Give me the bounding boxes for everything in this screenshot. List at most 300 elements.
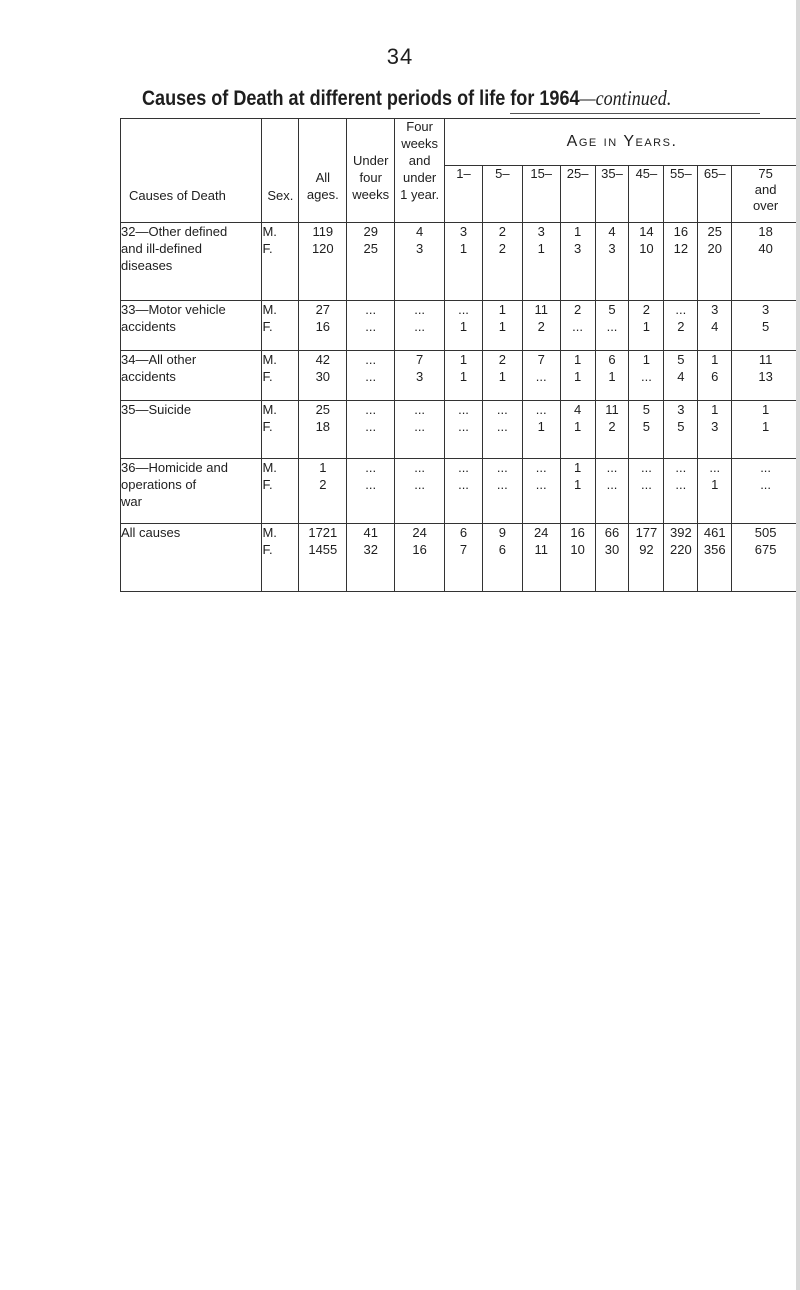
sex-label: F.: [262, 319, 273, 334]
female-count: ...: [414, 319, 426, 334]
header-four-weeks-label: Four: [406, 119, 433, 134]
header-cause-label: Causes of Death: [129, 188, 226, 203]
male-count: ...: [709, 460, 721, 475]
male-count: 25: [707, 224, 722, 239]
count-cell: [482, 223, 522, 301]
female-count: 356: [703, 542, 726, 557]
cause-row: [121, 401, 800, 459]
female-count: 2: [319, 477, 327, 492]
sex-labels: [262, 401, 299, 459]
male-count: ...: [496, 402, 508, 417]
male-count: 2: [642, 302, 651, 317]
cause-name-line: and ill-defined: [121, 241, 202, 256]
male-count: 11: [758, 352, 773, 367]
male-count: 1: [573, 352, 582, 367]
count-cell: [732, 524, 800, 592]
header-under-four-weeks-label: Under: [353, 153, 389, 168]
male-count: ...: [365, 402, 377, 417]
count-cell: [629, 223, 664, 301]
sex-label: F.: [262, 369, 273, 384]
count-cell: [698, 524, 732, 592]
female-count: 1: [761, 419, 770, 434]
male-count: ...: [760, 460, 772, 475]
female-count: ...: [641, 369, 652, 384]
male-count: 2: [498, 224, 506, 239]
sex-labels: [262, 223, 299, 301]
header-all-ages-label: All: [315, 170, 331, 185]
female-count: ...: [365, 477, 377, 492]
page-title: [142, 86, 671, 111]
female-count: ...: [572, 319, 584, 334]
header-age-column: [595, 166, 629, 223]
male-count: ...: [641, 460, 652, 475]
female-count: 7: [459, 542, 468, 557]
male-count: 1721: [308, 525, 338, 540]
sex-labels: [262, 459, 299, 524]
female-count: 1: [573, 369, 582, 384]
count-cell: [445, 301, 483, 351]
female-count: ...: [458, 477, 469, 492]
male-count: ...: [365, 460, 377, 475]
count-cell: [482, 401, 522, 459]
header-under-four-weeks-label: four: [359, 170, 382, 185]
count-cell: [732, 401, 800, 459]
count-cell: [522, 459, 560, 524]
count-cell: [522, 524, 560, 592]
male-count: ...: [458, 402, 469, 417]
count-cell: [664, 459, 698, 524]
cause-name-line: accidents: [121, 319, 176, 334]
header-age-column: [482, 166, 522, 223]
female-count: ...: [365, 369, 377, 384]
cause-row: [121, 524, 800, 592]
female-count: 30: [315, 369, 331, 384]
count-cell: [560, 351, 595, 401]
count-cell: [595, 351, 629, 401]
male-count: 11: [534, 302, 548, 317]
male-count: 177: [635, 525, 658, 540]
count-cell: [698, 459, 732, 524]
sex-label: F.: [262, 419, 273, 434]
female-count: 12: [673, 241, 689, 256]
female-count: ...: [535, 369, 547, 384]
header-sex-label: Sex.: [267, 188, 294, 203]
male-count: ...: [675, 302, 687, 317]
count-cell: [732, 459, 800, 524]
count-cell: [522, 351, 560, 401]
cause-row: [121, 223, 800, 301]
cause-name-line: 34—All other: [121, 352, 197, 367]
header-age-column-word: 75: [758, 166, 773, 181]
male-count: 3: [711, 302, 719, 317]
header-age-in-years-label: Age in Years.: [566, 133, 678, 150]
page-title-main: Causes of Death at different periods of life for 1964: [142, 87, 580, 110]
male-count: 5: [642, 402, 651, 417]
cause-name: [121, 524, 262, 592]
count-cell: [595, 401, 629, 459]
sex-labels: [262, 524, 299, 592]
count-cell: [664, 301, 698, 351]
female-count: 3: [573, 241, 582, 256]
count-cell: [482, 524, 522, 592]
header-age-column-label: 55–: [669, 166, 692, 181]
female-count: 6: [711, 369, 719, 384]
count-cell: [395, 524, 445, 592]
male-count: 29: [363, 224, 378, 239]
count-cell: [445, 351, 483, 401]
cause-name-line: accidents: [121, 369, 176, 384]
count-cell: [445, 524, 483, 592]
count-cell: [560, 524, 595, 592]
table-body: [121, 223, 800, 592]
count-cell: [482, 459, 522, 524]
male-count: 6: [608, 352, 616, 367]
female-count: 1: [711, 477, 719, 492]
male-count: 6: [459, 525, 468, 540]
cause-name-line: operations of: [121, 477, 197, 492]
count-cell: [732, 351, 800, 401]
female-count: 120: [311, 241, 334, 256]
female-count: 32: [363, 542, 378, 557]
count-cell: [698, 351, 732, 401]
count-cell: [395, 301, 445, 351]
count-cell: [445, 401, 483, 459]
count-cell: [560, 301, 595, 351]
female-count: 1: [608, 369, 616, 384]
male-count: 1: [711, 402, 719, 417]
male-count: 1: [573, 460, 582, 475]
cause-name: [121, 459, 262, 524]
male-count: 14: [639, 224, 654, 239]
male-count: 4: [416, 224, 424, 239]
cause-row: [121, 301, 800, 351]
female-count: 5: [677, 419, 685, 434]
female-count: 6: [498, 542, 506, 557]
male-count: 1: [573, 224, 582, 239]
male-count: 4: [573, 402, 582, 417]
causes-of-death-table: [120, 118, 800, 592]
page-number: 34: [386, 44, 414, 69]
header-all-ages-cell: [299, 119, 347, 223]
male-count: 1: [498, 302, 506, 317]
header-four-weeks-label: under: [403, 170, 437, 185]
count-cell: [629, 351, 664, 401]
count-cell: [347, 459, 395, 524]
male-count: 1: [761, 402, 770, 417]
count-cell: [347, 223, 395, 301]
female-count: 1: [642, 319, 651, 334]
female-count: 10: [570, 542, 585, 557]
title-underline: [510, 113, 760, 114]
female-count: 1: [537, 419, 545, 434]
header-age-column: [522, 166, 560, 223]
female-count: 1: [459, 241, 468, 256]
cause-row: [121, 351, 800, 401]
male-count: 42: [315, 352, 331, 367]
male-count: 7: [416, 352, 424, 367]
female-count: ...: [365, 419, 377, 434]
female-count: 5: [761, 319, 770, 334]
male-count: 11: [605, 402, 619, 417]
count-cell: [664, 524, 698, 592]
male-count: 3: [459, 224, 468, 239]
header-under-four-weeks-label: weeks: [352, 187, 390, 202]
header-age-column-label: 35–: [601, 166, 623, 181]
count-cell: [299, 223, 347, 301]
female-count: 3: [416, 369, 424, 384]
count-cell: [698, 223, 732, 301]
count-cell: [664, 401, 698, 459]
male-count: ...: [414, 460, 426, 475]
sex-label: F.: [262, 542, 273, 557]
count-cell: [595, 459, 629, 524]
count-cell: [560, 401, 595, 459]
female-count: 675: [754, 542, 777, 557]
cause-name-line: 33—Motor vehicle: [121, 302, 226, 317]
male-count: ...: [458, 460, 469, 475]
male-count: ...: [606, 460, 618, 475]
page-title-continued: —continued.: [579, 86, 672, 110]
female-count: ...: [496, 477, 508, 492]
header-age-column: [560, 166, 595, 223]
female-count: 3: [608, 241, 616, 256]
male-count: ...: [535, 460, 547, 475]
count-cell: [732, 301, 800, 351]
female-count: 1: [537, 241, 545, 256]
male-count: 1: [642, 352, 651, 367]
male-count: 24: [533, 525, 549, 540]
count-cell: [629, 401, 664, 459]
male-count: 18: [758, 224, 773, 239]
male-count: 25: [315, 402, 331, 417]
header-four-weeks-label: 1 year.: [400, 187, 440, 202]
female-count: 1: [573, 419, 582, 434]
female-count: 3: [416, 241, 424, 256]
sex-labels: [262, 351, 299, 401]
female-count: ...: [458, 419, 469, 434]
male-count: 461: [703, 525, 726, 540]
male-count: 27: [315, 302, 331, 317]
male-count: 2: [573, 302, 582, 317]
sex-labels: [262, 301, 299, 351]
female-count: 220: [669, 542, 692, 557]
header-age-column-word: over: [752, 198, 779, 213]
male-count: 1: [319, 460, 327, 475]
female-count: 1: [498, 319, 506, 334]
count-cell: [347, 301, 395, 351]
header-age-column-label: 45–: [635, 166, 658, 181]
female-count: 2: [498, 241, 506, 256]
female-count: 3: [711, 419, 719, 434]
count-cell: [522, 223, 560, 301]
count-cell: [347, 524, 395, 592]
male-count: 7: [537, 352, 545, 367]
count-cell: [299, 351, 347, 401]
female-count: ...: [606, 477, 618, 492]
male-count: 119: [312, 224, 334, 239]
female-count: 4: [711, 319, 719, 334]
male-count: ...: [414, 302, 426, 317]
count-cell: [698, 301, 732, 351]
header-age-column-label: 15–: [530, 166, 553, 181]
female-count: 10: [639, 241, 654, 256]
count-cell: [445, 223, 483, 301]
count-cell: [522, 401, 560, 459]
male-count: ...: [414, 402, 426, 417]
count-cell: [698, 401, 732, 459]
header-age-in-years: [445, 119, 800, 166]
male-count: 9: [498, 525, 506, 540]
cause-name-line: 35—Suicide: [121, 402, 192, 417]
sex-label: F.: [262, 477, 273, 492]
count-cell: [395, 223, 445, 301]
female-count: 1: [498, 369, 506, 384]
count-cell: [595, 301, 629, 351]
sex-label: M.: [262, 224, 277, 239]
female-count: 16: [315, 319, 331, 334]
count-cell: [395, 459, 445, 524]
cause-name-line: 36—Homicide and: [121, 460, 228, 475]
female-count: 13: [758, 369, 773, 384]
header-age-column: [445, 166, 483, 223]
page-edge: [796, 0, 800, 1290]
male-count: 4: [608, 224, 616, 239]
male-count: 16: [673, 224, 689, 239]
count-cell: [395, 351, 445, 401]
count-cell: [732, 223, 800, 301]
male-count: 66: [604, 525, 620, 540]
count-cell: [629, 301, 664, 351]
count-cell: [347, 351, 395, 401]
female-count: 2: [537, 319, 545, 334]
male-count: 24: [412, 525, 427, 540]
male-count: 1: [459, 352, 468, 367]
header-age-column: [698, 166, 732, 223]
male-count: 1: [711, 352, 719, 367]
female-count: ...: [535, 477, 547, 492]
male-count: 16: [570, 525, 585, 540]
female-count: ...: [365, 319, 377, 334]
female-count: 4: [677, 369, 685, 384]
female-count: 1: [459, 319, 468, 334]
header-under-four-weeks-cell: [347, 119, 395, 223]
sex-label: M.: [262, 525, 277, 540]
female-count: 20: [707, 241, 722, 256]
male-count: ...: [675, 460, 687, 475]
count-cell: [522, 301, 560, 351]
header-age-column: [732, 166, 800, 223]
sex-label: M.: [262, 302, 277, 317]
female-count: ...: [414, 477, 426, 492]
male-count: 3: [677, 402, 685, 417]
cause-name-line: All causes: [121, 525, 181, 540]
count-cell: [595, 223, 629, 301]
female-count: ...: [496, 419, 508, 434]
header-age-column-word: and: [754, 182, 777, 197]
count-cell: [482, 351, 522, 401]
female-count: 40: [758, 241, 773, 256]
female-count: 2: [677, 319, 685, 334]
male-count: 392: [669, 525, 692, 540]
header-age-column-label: 65–: [703, 166, 726, 181]
female-count: 1: [573, 477, 582, 492]
count-cell: [629, 524, 664, 592]
count-cell: [560, 459, 595, 524]
cause-name: [121, 223, 262, 301]
male-count: 41: [363, 525, 378, 540]
count-cell: [629, 459, 664, 524]
cause-name-line: diseases: [121, 258, 173, 273]
male-count: ...: [458, 302, 469, 317]
count-cell: [299, 401, 347, 459]
header-age-column-label: 1–: [456, 166, 471, 181]
female-count: 1455: [308, 542, 338, 557]
sex-label: M.: [262, 402, 277, 417]
male-count: ...: [496, 460, 508, 475]
cause-name: [121, 301, 262, 351]
header-all-ages-label: ages.: [306, 187, 339, 202]
header-age-column-label: 5–: [495, 166, 510, 181]
female-count: 25: [363, 241, 378, 256]
male-count: 2: [498, 352, 506, 367]
male-count: 505: [754, 525, 777, 540]
count-cell: [299, 524, 347, 592]
female-count: 2: [608, 419, 616, 434]
female-count: 18: [315, 419, 331, 434]
female-count: 11: [534, 542, 548, 557]
count-cell: [482, 301, 522, 351]
header-sex-cell: [262, 119, 299, 223]
female-count: ...: [414, 419, 426, 434]
header-age-column-label: 25–: [566, 166, 589, 181]
male-count: 3: [537, 224, 545, 239]
header-age-column: [664, 166, 698, 223]
header-four-weeks-label: weeks: [401, 136, 439, 151]
header-four-weeks-label: and: [408, 153, 431, 168]
cause-name: [121, 401, 262, 459]
male-count: 5: [677, 352, 685, 367]
cause-name: [121, 351, 262, 401]
female-count: 1: [459, 369, 468, 384]
header-cause-of-death: [121, 119, 262, 223]
sex-label: F.: [262, 241, 273, 256]
count-cell: [560, 223, 595, 301]
cause-row: [121, 459, 800, 524]
count-cell: [299, 459, 347, 524]
female-count: ...: [606, 319, 618, 334]
count-cell: [664, 223, 698, 301]
count-cell: [445, 459, 483, 524]
female-count: ...: [675, 477, 687, 492]
sex-label: M.: [262, 460, 277, 475]
male-count: ...: [365, 302, 377, 317]
cause-name-line: war: [121, 494, 142, 509]
sex-label: M.: [262, 352, 277, 367]
male-count: 5: [608, 302, 616, 317]
header-age-column: [629, 166, 664, 223]
female-count: 16: [412, 542, 427, 557]
count-cell: [347, 401, 395, 459]
male-count: ...: [535, 402, 547, 417]
count-cell: [664, 351, 698, 401]
header-four-weeks-cell: [395, 119, 445, 223]
male-count: 3: [761, 302, 770, 317]
count-cell: [595, 524, 629, 592]
female-count: 5: [642, 419, 651, 434]
female-count: ...: [641, 477, 652, 492]
female-count: 92: [639, 542, 654, 557]
female-count: ...: [760, 477, 772, 492]
